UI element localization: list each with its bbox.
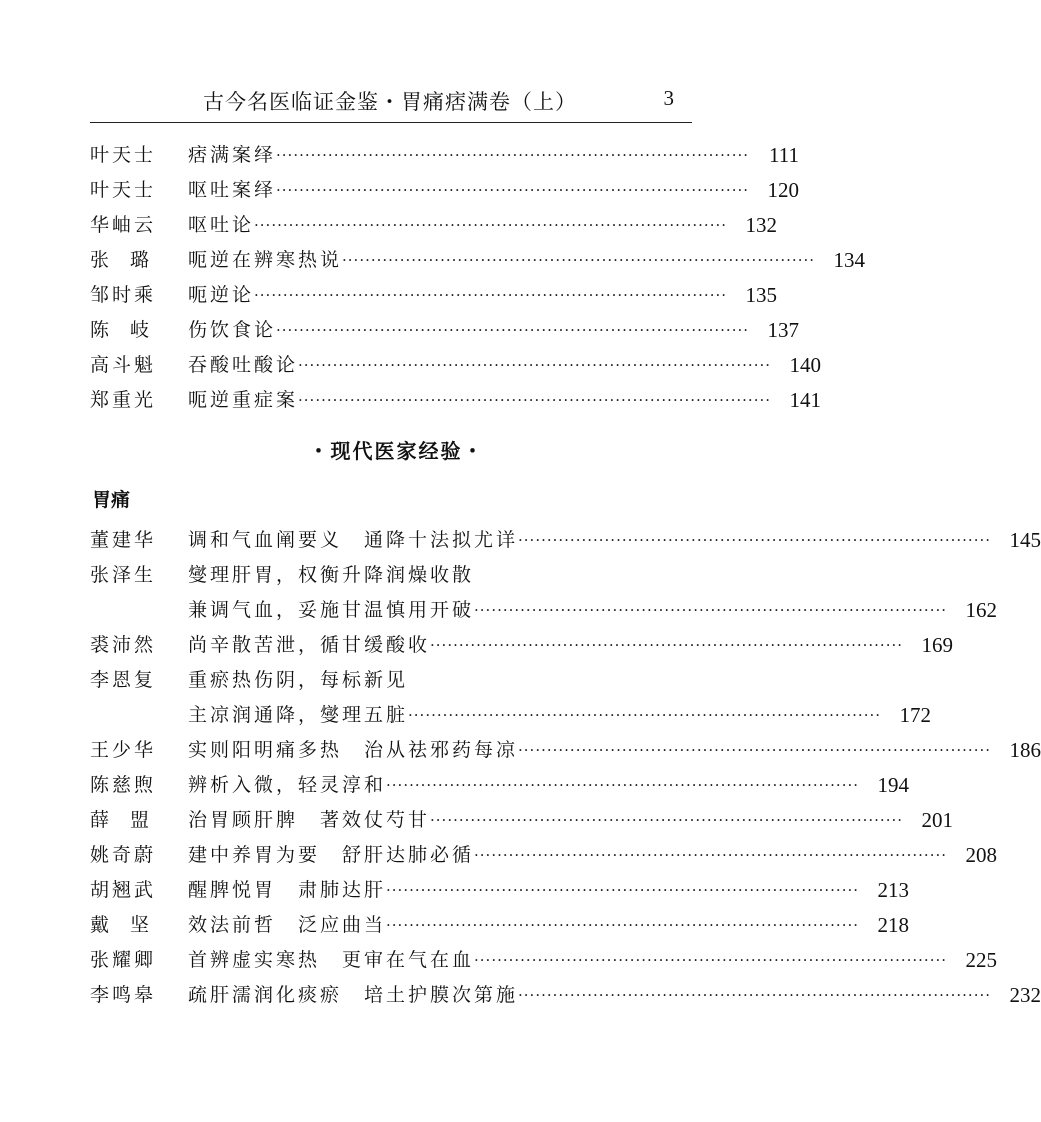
toc-title: 尚辛散苦泄，循甘缓酸收 xyxy=(188,634,431,656)
toc-page: 218 xyxy=(877,913,909,937)
toc-entry[interactable] xyxy=(90,138,799,172)
dot-leader: ·················································································· xyxy=(254,216,727,234)
toc-title: 建中养胃为要 舒肝达肺必循 xyxy=(188,844,475,866)
toc-author: 裘沛然 xyxy=(90,634,157,656)
dot-leader: ·················································································· xyxy=(518,531,991,549)
toc-author: 叶天士 xyxy=(90,144,157,166)
dot-leader: ·················································································· xyxy=(276,181,749,199)
toc-entry[interactable] xyxy=(90,348,821,382)
toc-title: 痞满案绎 xyxy=(188,144,277,166)
toc-title: 伤饮食论 xyxy=(188,319,277,341)
toc-title: 主凉润通降，燮理五脏 xyxy=(188,704,409,726)
toc-page: 141 xyxy=(789,388,821,412)
dot-leader: ·················································································· xyxy=(474,951,947,969)
toc-page: 134 xyxy=(833,248,865,272)
toc-page: 162 xyxy=(965,598,997,622)
toc-title: 呃逆重症案 xyxy=(188,389,299,411)
toc-title: 治胃顾肝脾 著效仗芍甘 xyxy=(188,809,431,831)
toc-page: 232 xyxy=(1009,983,1041,1007)
toc-author: 胡翘武 xyxy=(90,879,157,901)
toc-entry[interactable] xyxy=(90,558,693,592)
dot-leader: ·················································································· xyxy=(408,706,881,724)
dot-leader: ·················································································· xyxy=(298,356,771,374)
toc-page: 213 xyxy=(877,878,909,902)
toc-entry[interactable] xyxy=(90,803,953,837)
toc-author: 姚奇蔚 xyxy=(90,844,157,866)
toc-author: 张璐 xyxy=(90,249,171,271)
toc-entry[interactable] xyxy=(90,978,1041,1012)
toc-author: 张耀卿 xyxy=(90,949,157,971)
toc-page: 140 xyxy=(789,353,821,377)
dot-leader: ·················································································· xyxy=(474,601,947,619)
toc-author: 叶天士 xyxy=(90,179,157,201)
toc-author: 陈慈煦 xyxy=(90,774,157,796)
toc-page: 135 xyxy=(745,283,777,307)
dot-leader: ·················································································· xyxy=(276,146,749,164)
toc-page: 194 xyxy=(877,773,909,797)
toc-title: 兼调气血，妥施甘温慎用开破 xyxy=(188,599,475,621)
toc-page: 172 xyxy=(899,703,931,727)
toc-page: 111 xyxy=(769,143,799,167)
toc-title: 重瘀热伤阴，每标新见 xyxy=(188,669,409,691)
dot-leader: ·················································································· xyxy=(254,286,727,304)
toc-author: 邹时乘 xyxy=(90,284,157,306)
dot-leader: ·················································································· xyxy=(430,811,903,829)
dot-leader: ·················································································· xyxy=(298,391,771,409)
toc-entry[interactable] xyxy=(90,873,909,907)
toc-title: 疏肝濡润化痰瘀 培土护膜次第施 xyxy=(188,984,519,1006)
dot-leader: ·················································································· xyxy=(386,916,859,934)
toc-title: 实则阳明痛多热 治从祛邪药每凉 xyxy=(188,739,519,761)
toc-author: 薛盟 xyxy=(90,809,171,831)
toc-author: 戴坚 xyxy=(90,914,171,936)
toc-author: 王少华 xyxy=(90,739,157,761)
toc-author: 李鸣皋 xyxy=(90,984,157,1006)
toc-entry[interactable] xyxy=(90,278,777,312)
toc-title: 呃逆在辨寒热说 xyxy=(188,249,343,271)
dot-leader: ·················································································· xyxy=(386,776,859,794)
toc-title: 辨析入微，轻灵淳和 xyxy=(188,774,387,796)
toc-entry[interactable] xyxy=(90,768,909,802)
section-heading: ・现代医家经验・ xyxy=(308,439,485,463)
sub-heading: 胃痛 xyxy=(92,489,131,511)
toc-entry[interactable] xyxy=(90,663,693,697)
toc-page: 186 xyxy=(1009,738,1041,762)
toc-title: 呕吐论 xyxy=(188,214,255,236)
toc-entry[interactable] xyxy=(90,313,799,347)
toc-entry[interactable] xyxy=(90,838,997,872)
toc-entry[interactable] xyxy=(90,208,777,242)
toc-page: 120 xyxy=(767,178,799,202)
toc-author: 李恩复 xyxy=(90,669,157,691)
header-divider xyxy=(90,122,692,123)
toc-page: 132 xyxy=(745,213,777,237)
toc-entry-continuation[interactable] xyxy=(90,698,931,732)
toc-author: 华岫云 xyxy=(90,214,157,236)
toc-title: 首辨虚实寒热 更审在气在血 xyxy=(188,949,475,971)
dot-leader: ·················································································· xyxy=(474,846,947,864)
toc-page: 169 xyxy=(921,633,953,657)
toc-page: 201 xyxy=(921,808,953,832)
toc-author: 张泽生 xyxy=(90,564,157,586)
toc-entry[interactable] xyxy=(90,908,909,942)
toc-title: 调和气血阐要义 通降十法拟尤详 xyxy=(188,529,519,551)
toc-author: 郑重光 xyxy=(90,389,157,411)
dot-leader: ·················································································· xyxy=(518,741,991,759)
toc-author: 高斗魁 xyxy=(90,354,157,376)
toc-title: 呃逆论 xyxy=(188,284,255,306)
toc-entry[interactable] xyxy=(90,173,799,207)
book-title: 古今名医临证金鉴・胃痛痞满卷（上） xyxy=(203,90,577,114)
toc-entry[interactable] xyxy=(90,243,865,277)
toc-author: 陈岐 xyxy=(90,319,171,341)
toc-title: 呕吐案绎 xyxy=(188,179,277,201)
toc-entry[interactable] xyxy=(90,943,997,977)
toc-entry-continuation[interactable] xyxy=(90,593,997,627)
dot-leader: ·················································································· xyxy=(276,321,749,339)
toc-entry[interactable] xyxy=(90,628,953,662)
dot-leader: ·················································································· xyxy=(342,251,815,269)
toc-page: 145 xyxy=(1009,528,1041,552)
toc-title: 效法前哲 泛应曲当 xyxy=(188,914,387,936)
toc-title: 吞酸吐酸论 xyxy=(188,354,299,376)
dot-leader: ·················································································· xyxy=(386,881,859,899)
toc-entry[interactable] xyxy=(90,383,821,417)
toc-title: 醒脾悦胃 肃肺达肝 xyxy=(188,879,387,901)
toc-page: 137 xyxy=(767,318,799,342)
page-number: 3 xyxy=(663,86,674,110)
toc-page: 208 xyxy=(965,843,997,867)
toc-entry[interactable] xyxy=(90,733,1041,767)
dot-leader: ·················································································· xyxy=(430,636,903,654)
toc-page: 225 xyxy=(965,948,997,972)
dot-leader: ·················································································· xyxy=(518,986,991,1004)
toc-title: 燮理肝胃，权衡升降润燥收散 xyxy=(188,564,475,586)
toc-entry[interactable] xyxy=(90,523,1041,557)
toc-author: 董建华 xyxy=(90,529,157,551)
running-header xyxy=(90,82,690,116)
